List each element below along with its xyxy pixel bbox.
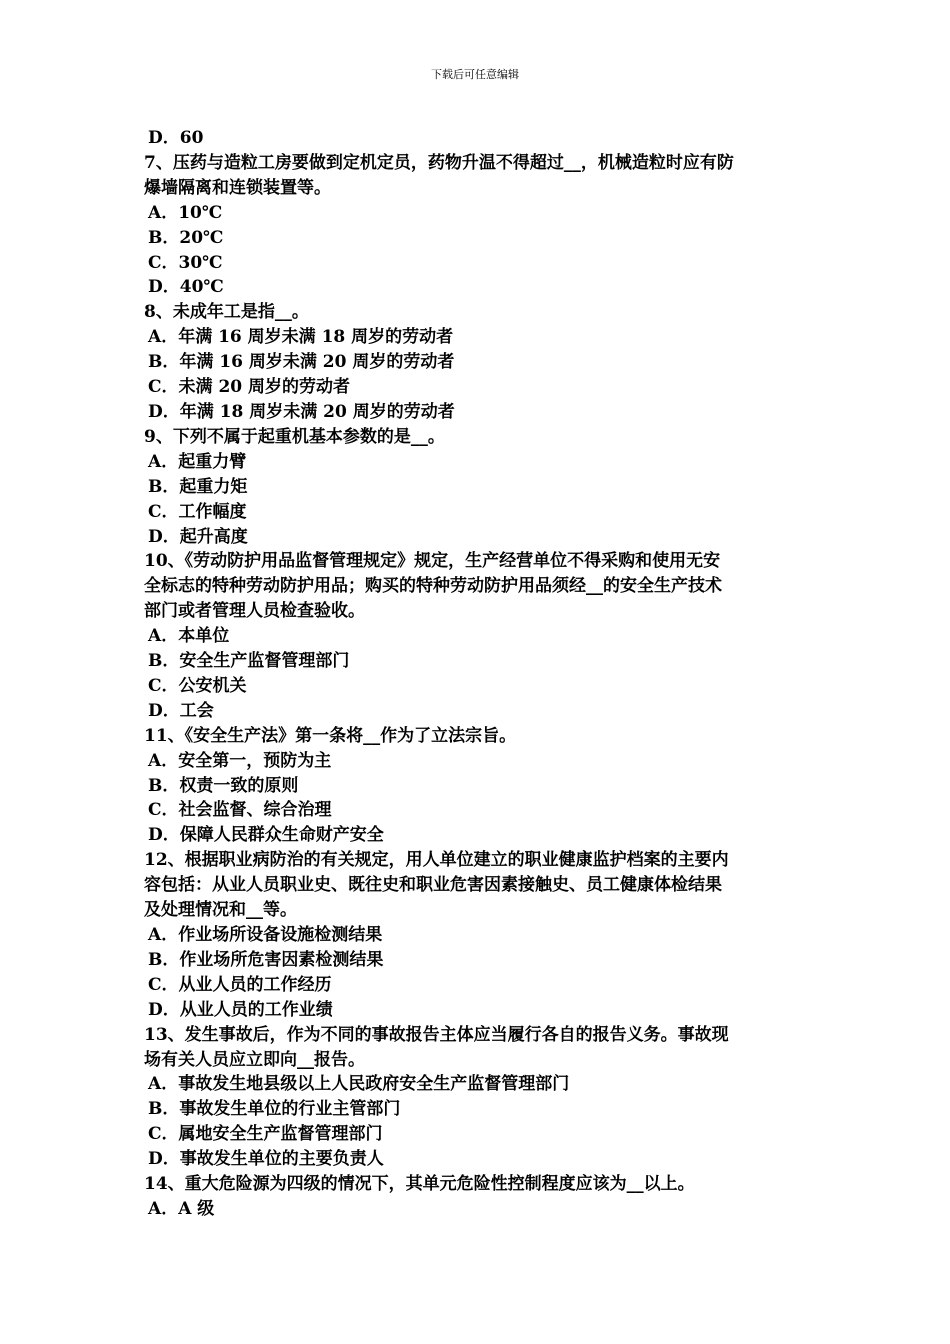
answer-option: B．安全生产监督管理部门 bbox=[148, 651, 350, 672]
question-text: 8、未成年工是指__。 bbox=[144, 302, 309, 323]
document-body bbox=[144, 126, 814, 1222]
answer-option: D．工会 bbox=[148, 700, 214, 721]
answer-option: C．工作幅度 bbox=[148, 501, 247, 522]
question-text: 14、重大危险源为四级的情况下，其单元危险性控制程度应该为__以上。 bbox=[144, 1174, 695, 1195]
question-text: 场有关人员应立即向__报告。 bbox=[144, 1049, 365, 1070]
question-text: 部门或者管理人员检查验收。 bbox=[144, 601, 365, 622]
question-text: 容包括：从业人员职业史、既往史和职业危害因素接触史、员工健康体检结果 bbox=[144, 875, 722, 896]
answer-option: A．作业场所设备设施检测结果 bbox=[148, 925, 383, 945]
page-header: 下载后可任意编辑 bbox=[431, 68, 519, 81]
question-text: 12、根据职业病防治的有关规定，用人单位建立的职业健康监护档案的主要内 bbox=[144, 850, 729, 871]
answer-option: D．起升高度 bbox=[148, 526, 248, 547]
answer-option: C．从业人员的工作经历 bbox=[148, 974, 332, 995]
answer-option: B．起重力矩 bbox=[148, 476, 248, 497]
answer-option: D．60 bbox=[148, 128, 204, 148]
question-text: 11、《安全生产法》第一条将__作为了立法宗旨。 bbox=[144, 725, 517, 746]
answer-option: D．从业人员的工作业绩 bbox=[148, 999, 333, 1020]
question-text: 7、压药与造粒工房要做到定机定员，药物升温不得超过__，机械造粒时应有防 bbox=[144, 152, 734, 173]
answer-option: A．年满 16 周岁未满 18 周岁的劳动者 bbox=[148, 327, 454, 348]
answer-option: B．20℃ bbox=[148, 227, 224, 248]
answer-option: D．事故发生单位的主要负责人 bbox=[148, 1149, 384, 1170]
question-text: 10、《劳动防护用品监督管理规定》规定，生产经营单位不得采购和使用无安 bbox=[144, 551, 721, 572]
question-text: 全标志的特种劳动防护用品；购买的特种劳动防护用品须经__的安全生产技术 bbox=[144, 576, 722, 597]
question-text: 13、发生事故后，作为不同的事故报告主体应当履行各自的报告义务。事故现 bbox=[144, 1024, 729, 1045]
answer-option: C．未满 20 周岁的劳动者 bbox=[148, 377, 351, 398]
question-text: 爆墙隔离和连锁装置等。 bbox=[144, 177, 331, 198]
answer-option: A．10℃ bbox=[148, 202, 223, 223]
answer-option: D．保障人民群众生命财产安全 bbox=[148, 825, 384, 846]
answer-option: A．安全第一，预防为主 bbox=[148, 750, 332, 771]
answer-option: A．本单位 bbox=[148, 626, 230, 647]
answer-option: A．起重力臂 bbox=[148, 451, 247, 472]
question-text: 9、下列不属于起重机基本参数的是__。 bbox=[144, 426, 445, 447]
question-text: 及处理情况和__等。 bbox=[144, 900, 297, 921]
answer-option: B．权责一致的原则 bbox=[148, 775, 299, 796]
answer-option: C．公安机关 bbox=[148, 675, 247, 696]
answer-option: B．事故发生单位的行业主管部门 bbox=[148, 1099, 401, 1120]
answer-option: A．事故发生地县级以上人民政府安全生产监督管理部门 bbox=[148, 1074, 570, 1095]
answer-option: C．属地安全生产监督管理部门 bbox=[148, 1124, 383, 1145]
answer-option: C．30℃ bbox=[148, 252, 223, 273]
answer-option: B．作业场所危害因素检测结果 bbox=[148, 949, 384, 970]
answer-option: A．A 级 bbox=[148, 1198, 215, 1219]
answer-option: B．年满 16 周岁未满 20 周岁的劳动者 bbox=[148, 352, 455, 373]
answer-option: C．社会监督、综合治理 bbox=[148, 800, 332, 821]
answer-option: D．40℃ bbox=[148, 277, 224, 298]
answer-option: D．年满 18 周岁未满 20 周岁的劳动者 bbox=[148, 401, 455, 422]
